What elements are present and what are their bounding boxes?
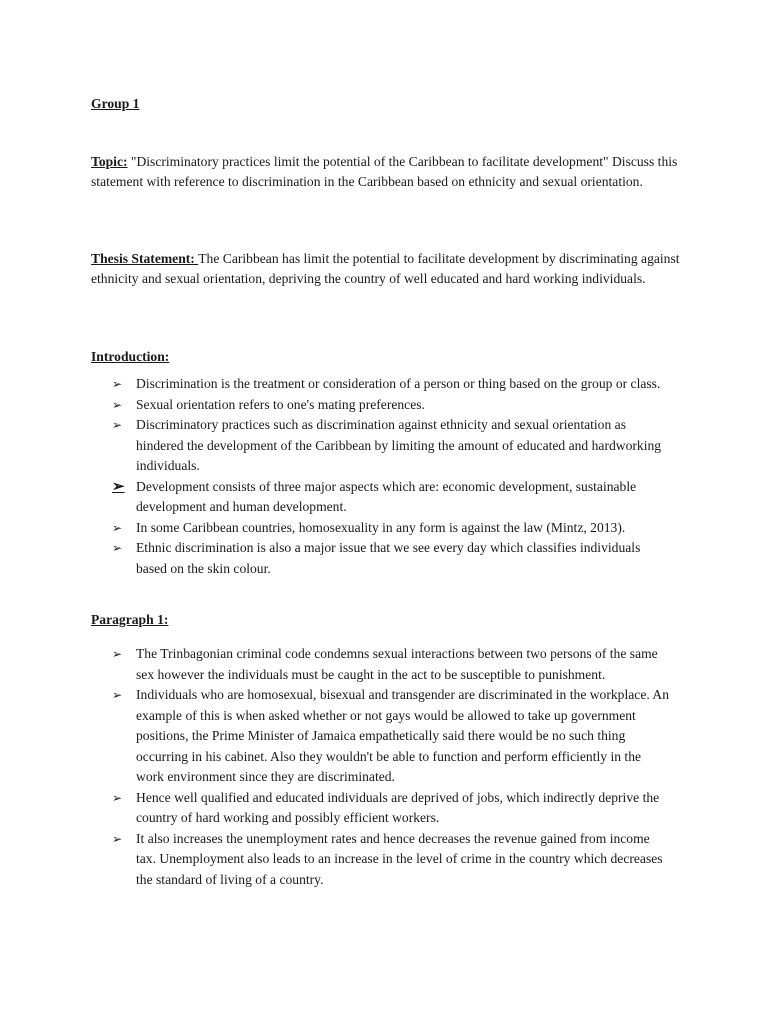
topic-label: Topic:: [91, 154, 128, 169]
arrow-bullet-icon: ➢: [112, 647, 123, 661]
list-item: ➢ Discrimination is the treatment or consideration of a person or thing based on the group or class.: [112, 374, 672, 395]
list-item: ➢ In some Caribbean countries, homosexuality in any form is against the law (Mintz, 2013).: [112, 518, 672, 539]
thesis-paragraph: [91, 249, 691, 288]
arrow-bullet-icon: ➢: [112, 790, 123, 805]
list-item: ➢ Sexual orientation refers to one's mating preferences.: [112, 395, 672, 416]
paragraph1-list: [112, 644, 672, 890]
list-item: ➢ Individuals who are homosexual, bisexual and transgender are discriminated in the workplace. An example of this is when asked whether or not gays would be allowed to take up government positions, the Prime Minister of Jamaica empathetically said there would be no such thing occurring in his cabinet. Also they wouldn't be able to function and perform efficiently in the work environment since they are discriminated.: [112, 687, 670, 784]
list-item: ➢ The Trinbagonian criminal code condemns sexual interactions between two persons of the same sex however the individuals must be caught in the act to be susceptible to punishment.: [112, 646, 658, 682]
arrow-bullet-icon: ➢: [112, 377, 123, 391]
arrow-bullet-icon: ➢: [112, 418, 123, 432]
topic-text: "Discriminatory practices limit the potential of the Caribbean to facilitate development" Discuss this statement with reference to discrimination in the Caribbean based on ethnicity and sexual orientation.: [91, 154, 678, 189]
list-item: ➢ Ethnic discrimination is also a major issue that we see every day which classifies individuals based on the skin colour.: [112, 540, 641, 576]
paragraph1-heading: Paragraph 1:: [91, 612, 169, 627]
thesis-label: Thesis Statement:: [91, 251, 199, 266]
topic-paragraph: [91, 152, 691, 191]
arrow-bullet-icon: ➢: [112, 831, 123, 846]
introduction-list: [112, 374, 672, 579]
list-item: ➢ It also increases the unemployment rates and hence decreases the revenue gained from income tax. Unemployment also leads to an increase in the level of crime in the country which decreases the standard of living of a country.: [112, 830, 663, 887]
list-item: ➢ Hence well qualified and educated individuals are deprived of jobs, which indirectly deprive the country of hard working and possibly efficient workers.: [112, 789, 660, 825]
group-heading: Group 1: [91, 96, 140, 111]
introduction-heading: Introduction:: [91, 349, 170, 364]
list-item: ➢ Development consists of three major aspects which are: economic development, sustainable development and human development.: [112, 478, 637, 514]
arrow-bullet-icon: ➢: [112, 478, 125, 495]
arrow-bullet-icon: ➢: [112, 688, 123, 702]
arrow-bullet-icon: ➢: [112, 541, 123, 555]
list-item: ➢ Discriminatory practices such as discrimination against ethnicity and sexual orientation as hindered the development of the Caribbean by limiting the amount of educated and hardworking individuals.: [112, 417, 662, 473]
arrow-bullet-icon: ➢: [112, 520, 123, 535]
thesis-text: The Caribbean has limit the potential to facilitate development by discriminating against ethnicity and sexual orientation, depriving the country of well educated and hard working individuals.: [91, 251, 680, 286]
arrow-bullet-icon: ➢: [112, 397, 123, 412]
